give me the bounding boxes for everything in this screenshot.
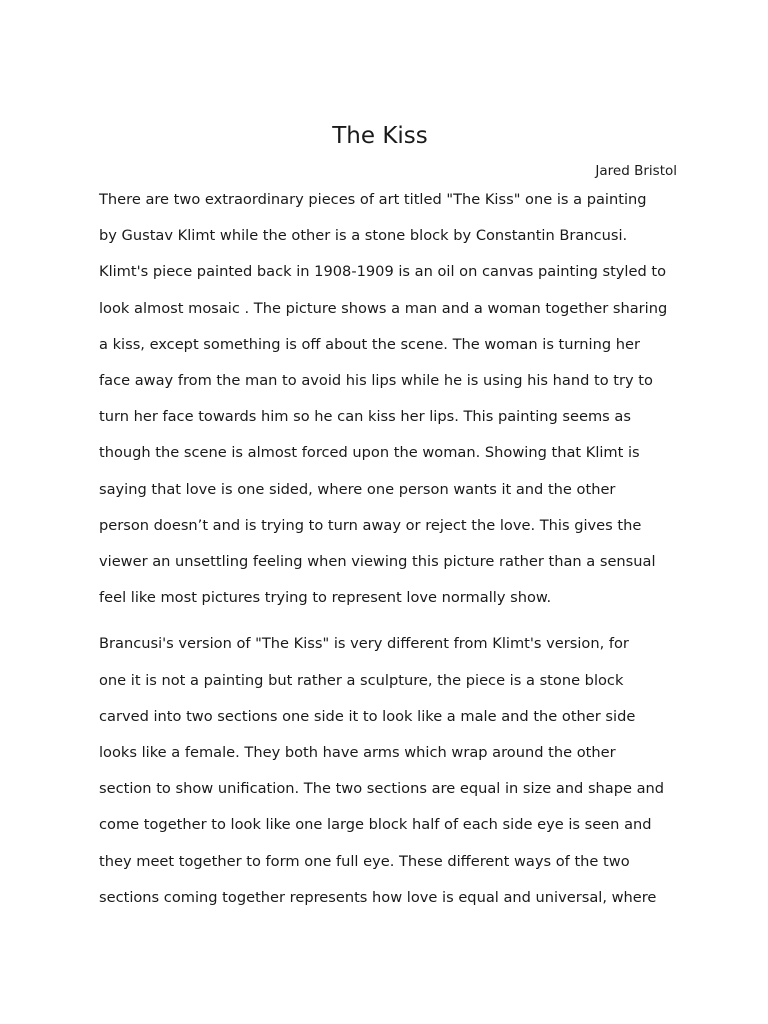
paragraph-2 [90,626,684,916]
text-line: looks like a female. They both have arms which wrap around the other [99,744,616,762]
text-line: turn her face towards him so he can kiss her lips. This painting seems as [99,408,631,426]
text-line: feel like most pictures trying to represent love normally show. [99,589,552,607]
text-line: viewer an unsettling feeling when viewing this picture rather than a sensual [99,553,656,571]
paragraph-1 [90,182,684,616]
text-line: Klimt's piece painted back in 1908-1909 is an oil on canvas painting styled to [99,263,667,281]
text-line: carved into two sections one side it to look like a male and the other side [99,707,636,725]
text-line: Brancusi's version of "The Kiss" is very different from Klimt's version, for [99,635,629,653]
text-line: come together to look like one large block half of each side eye is seen and [99,816,652,834]
text-line: section to show unification. The two sections are equal in size and shape and [99,780,665,798]
text-line: look almost mosaic . The picture shows a man and a woman together sharing [99,299,668,317]
text-line: sections coming together represents how love is equal and universal, where [99,888,657,906]
document-body [90,182,684,926]
author-name: Jared Bristol [595,163,677,179]
text-line: they meet together to form one full eye. These different ways of the two [99,852,630,870]
text-line: face away from the man to avoid his lips while he is using his hand to try to [99,372,653,390]
text-line: person doesn’t and is trying to turn away or reject the love. This gives the [99,516,642,534]
text-line: There are two extraordinary pieces of art titled "The Kiss" one is a painting [99,191,647,208]
document-title: The Kiss [332,123,428,149]
text-line: one it is not a painting but rather a sculpture, the piece is a stone block [99,671,624,689]
text-line: by Gustav Klimt while the other is a stone block by Constantin Brancusi. [99,227,628,245]
text-line: saying that love is one sided, where one person wants it and the other [99,480,616,498]
text-line: a kiss, except something is off about the scene. The woman is turning her [99,335,640,353]
text-line: though the scene is almost forced upon the woman. Showing that Klimt is [99,444,640,462]
